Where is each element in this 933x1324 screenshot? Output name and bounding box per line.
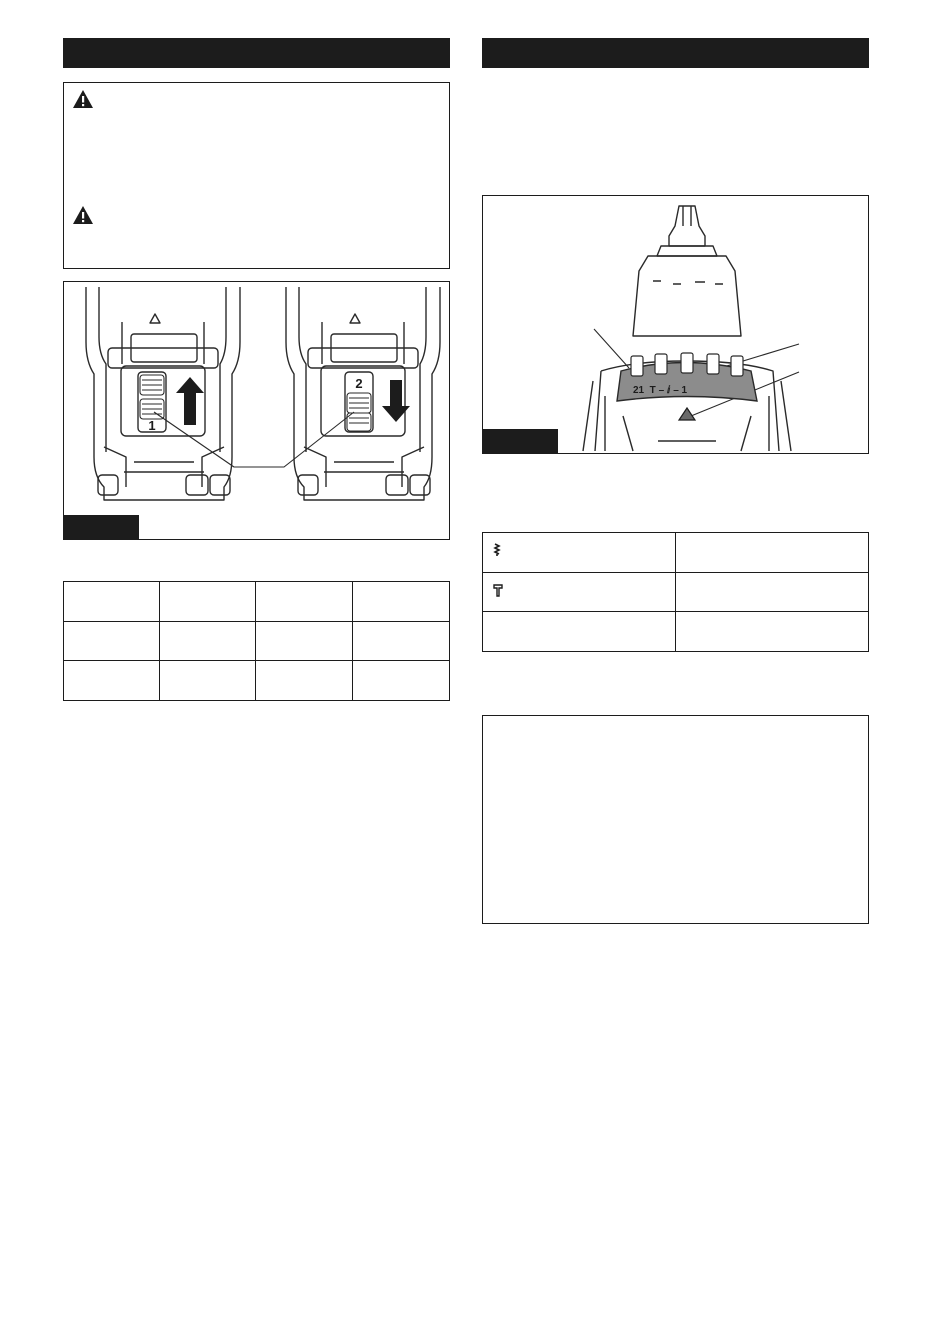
table-cell: [64, 582, 160, 622]
table-row: [483, 533, 869, 573]
down-arrow-icon: [382, 380, 410, 422]
table-cell: [256, 582, 353, 622]
switch-number-2: 2: [355, 376, 363, 391]
warning-triangle-icon: [72, 89, 94, 109]
speed-lever-figure: [63, 281, 450, 540]
right-section-header-bar: [482, 38, 869, 68]
table-row: [64, 661, 450, 701]
warning-triangle-icon: [72, 205, 94, 225]
table-row: [483, 573, 869, 612]
mode-dial-figure: [482, 195, 869, 454]
warning-box: [63, 82, 450, 269]
table-row: [483, 612, 869, 652]
table-cell: [483, 573, 676, 612]
table-cell: [675, 612, 868, 652]
left-section-header-bar: [63, 38, 450, 68]
drill-bit-icon: [493, 543, 501, 557]
table-cell: [256, 622, 353, 661]
figure-tag: [64, 515, 139, 539]
mode-dial-illustration: [483, 196, 867, 452]
table-cell: [353, 582, 450, 622]
table-cell: [64, 661, 160, 701]
table-cell: [159, 661, 256, 701]
mode-table: [482, 532, 869, 652]
table-cell: [483, 533, 676, 573]
table-cell: [159, 622, 256, 661]
table-row: [64, 622, 450, 661]
table-row: [64, 582, 450, 622]
speed-lever-illustration: [64, 282, 448, 538]
figure-tag: [483, 429, 558, 453]
table-cell: [353, 622, 450, 661]
dial-pointer-icon: [679, 408, 695, 420]
dial-scale-text: 21 T – ⅈ – 1: [633, 385, 688, 396]
hammer-icon: [493, 583, 503, 597]
up-arrow-icon: [176, 377, 204, 425]
table-cell: [675, 573, 868, 612]
table-cell: [256, 661, 353, 701]
note-box: [482, 715, 869, 924]
table-cell: [675, 533, 868, 573]
table-cell: [159, 582, 256, 622]
switch-number-1: 1: [148, 418, 156, 433]
table-cell: [483, 612, 676, 652]
table-cell: [353, 661, 450, 701]
table-cell: [64, 622, 160, 661]
speed-table: [63, 581, 450, 701]
